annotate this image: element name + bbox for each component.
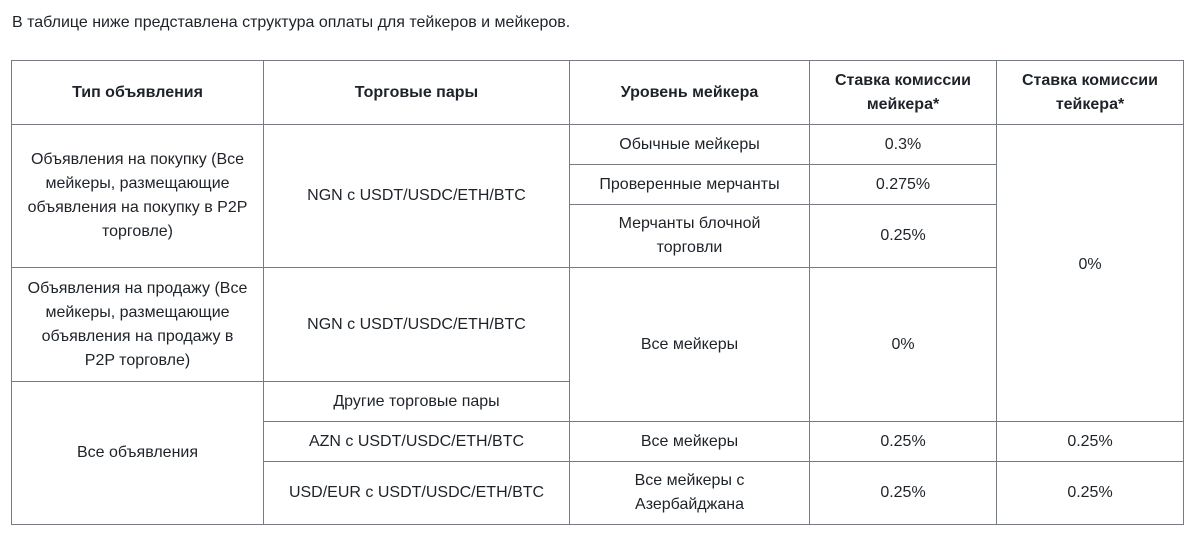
cell-sell-pairs: NGN с USDT/USDC/ETH/BTC [264, 268, 570, 382]
cell-level-verified: Проверенные мерчанты [570, 165, 810, 205]
cell-taker-azn: 0.25% [997, 422, 1184, 462]
cell-sell-ads: Объявления на продажу (Все мейкеры, размещающие объявления на продажу в P2P торговле) [12, 268, 264, 382]
cell-other-pairs: Другие торговые пары [264, 382, 570, 422]
header-trading-pairs: Торговые пары [264, 61, 570, 125]
fee-table [11, 60, 1184, 525]
cell-azn-pairs: AZN с USDT/USDC/ETH/BTC [264, 422, 570, 462]
table-header-row [12, 61, 1184, 125]
cell-fee-usdeur: 0.25% [810, 462, 997, 525]
cell-buy-ads: Объявления на покупку (Все мейкеры, размещающие объявления на покупку в P2P торговле) [12, 125, 264, 268]
cell-fee-regular: 0.3% [810, 125, 997, 165]
header-taker-fee: Ставка комиссии тейкера* [997, 61, 1184, 125]
cell-fee-verified: 0.275% [810, 165, 997, 205]
cell-taker-usdeur: 0.25% [997, 462, 1184, 525]
cell-level-block: Мерчанты блочной торговли [570, 205, 810, 268]
cell-usdeur-pairs: USD/EUR с USDT/USDC/ETH/BTC [264, 462, 570, 525]
cell-level-regular: Обычные мейкеры [570, 125, 810, 165]
table-row [12, 125, 1184, 165]
cell-level-az: Все мейкеры с Азербайджана [570, 462, 810, 525]
header-ad-type: Тип объявления [12, 61, 264, 125]
header-maker-fee: Ставка комиссии мейкера* [810, 61, 997, 125]
cell-level-azn: Все мейкеры [570, 422, 810, 462]
cell-fee-azn: 0.25% [810, 422, 997, 462]
cell-taker-ngn: 0% [997, 125, 1184, 422]
cell-level-all-sell: Все мейкеры [570, 268, 810, 422]
cell-fee-all-sell: 0% [810, 268, 997, 422]
cell-fee-block: 0.25% [810, 205, 997, 268]
cell-buy-pairs: NGN с USDT/USDC/ETH/BTC [264, 125, 570, 268]
intro-text: В таблице ниже представлена структура оплаты для тейкеров и мейкеров. [12, 14, 571, 31]
cell-all-ads: Все объявления [12, 382, 264, 525]
header-maker-level: Уровень мейкера [570, 61, 810, 125]
